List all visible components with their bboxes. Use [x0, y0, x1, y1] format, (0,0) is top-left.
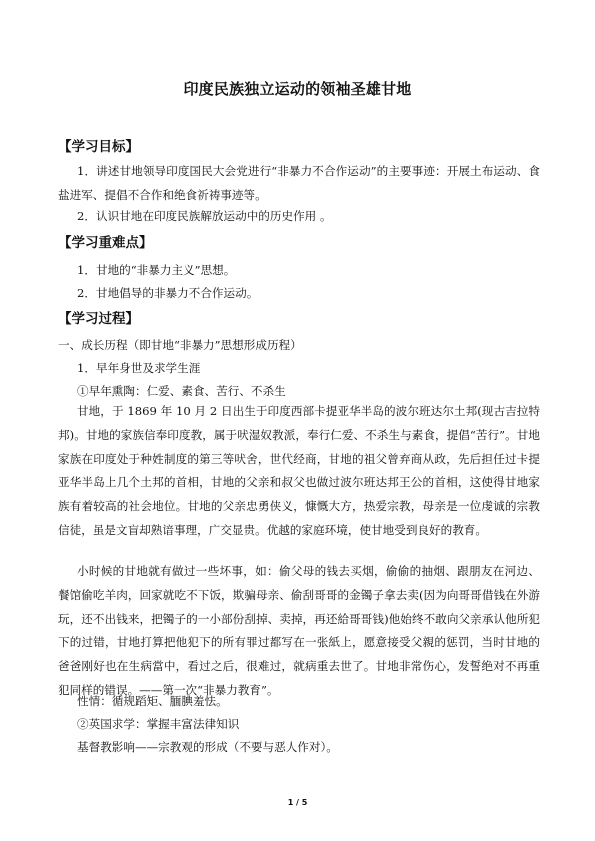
point1-text: ①早年熏陶：仁爱、素食、苦行、不杀生 [77, 384, 286, 398]
objective-item-2: 2．认识甘地在印度民族解放运动中的历史作用 。 [77, 209, 332, 223]
page-title: 印度民族独立运动的领袖圣雄甘地 [183, 80, 412, 98]
process-heading: 【学习过程】 [58, 311, 139, 327]
point2-text: ②英国求学：掌握丰富法律知识 [77, 717, 240, 731]
key-point-item-1: 1．甘地的“非暴力主义”思想。 [77, 263, 236, 277]
objective-item-1: 1．讲述甘地领导印度国民大会党进行“非暴力不合作运动”的主要事迹：开展土布运动、食盐进军、提倡不合作和绝食祈祷事迹等。 [58, 164, 540, 202]
sub1-title: 1．早年身世及求学生涯 [77, 361, 201, 375]
part1-title: 一、成长历程（即甘地“非暴力”思想形成历程） [58, 338, 302, 352]
influence-text: 基督教影响——宗教观的形成（不要与恶人作对）。 [77, 740, 338, 754]
page-number: 1 / 5 [287, 798, 308, 807]
paragraph-childhood: 小时候的甘地就有做过一些坏事，如：偷父母的钱去买烟，偷偷的抽烟、跟朋友在河边、餐馆偷吃羊肉，回家就吃不下饭，欺骗母亲、偷刮哥哥的金镯子拿去卖(因为向哥哥借钱在外游玩，还不出钱来，把镯子的一小部份刮掉、卖掉，再还給哥哥钱)他始终不敢向父亲承认他所犯下的过错，甘地打算把他犯下的所有罪过都写在一张紙上，愿意接受父親的惩罚，当时甘地的爸爸刚好也在生病當中，看过之后，很难过，就病重去世了。甘地非常伤心，发誓绝对不再重犯同样的错误。——第一次“非暴力教育”。 [58, 564, 540, 697]
key-points-heading: 【学习重难点】 [58, 235, 153, 251]
key-point-item-2: 2．甘地倡导的非暴力不合作运动。 [77, 286, 259, 300]
objectives-heading: 【学习目标】 [58, 139, 139, 155]
paragraph-family-background: 甘地，于 1869 年 10 月 2 日出生于印度西部卡提亚华半岛的波尔班达尔土邦(现古吉拉特邦)。甘地的家族信奉印度教，属于吠湿奴教派，奉行仁爱、不杀生与素食，提倡“苦行”。甘地家族在印度处于种姓制度的第三等吠舍，世代经商，甘地的祖父曾弃商从政，先后担任过卡提亚华半岛上几个土邦的首相，甘地的父亲和叔父也做过波尔班达邦王公的首相，这使得甘地家族有着较高的社会地位。甘地的父亲忠勇侠义，慷慨大方，热爱宗教，母亲是一位虔诚的宗教信徒，虽是文盲却熟谙事理，广交显贵。优越的家庭环境，使甘地受到良好的教育。 [58, 404, 540, 537]
temperament-text: 性情：循规蹈矩、腼腆羞怯。 [77, 694, 228, 708]
